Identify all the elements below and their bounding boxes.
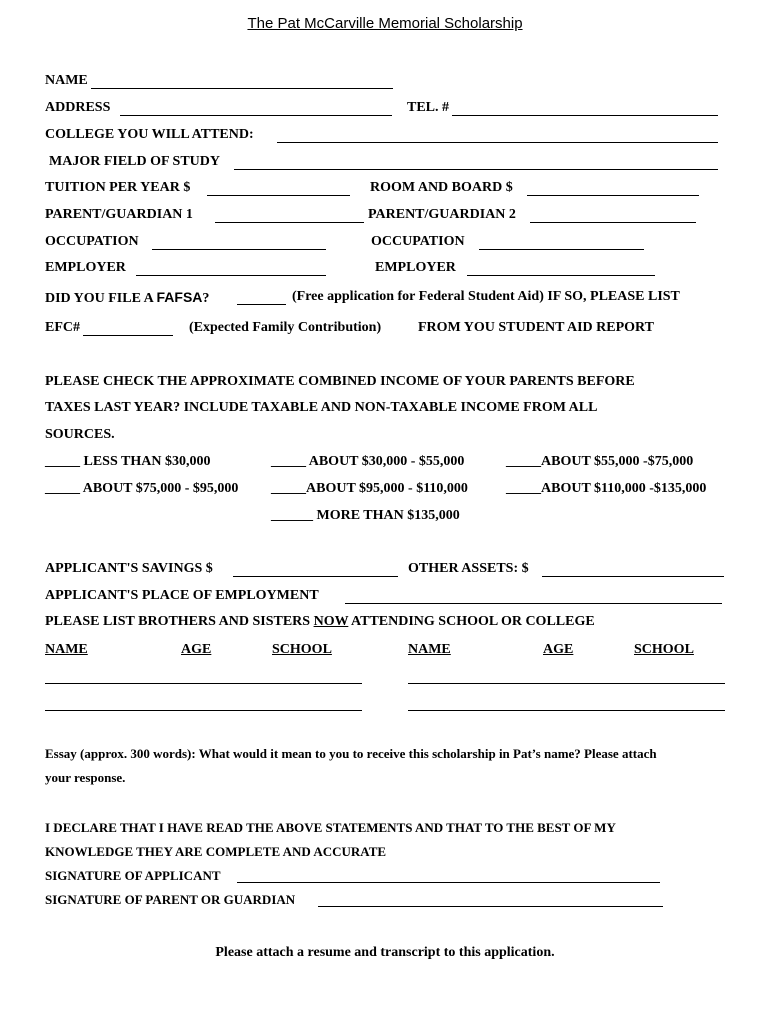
fafsa-qmark: ? xyxy=(202,291,210,306)
sibling-row1-right-line[interactable] xyxy=(408,683,725,684)
other-assets-label: OTHER ASSETS: $ xyxy=(408,561,529,576)
parent1-label: PARENT/GUARDIAN 1 xyxy=(45,207,193,222)
tel-field-line[interactable] xyxy=(452,115,718,116)
sibling-row2-left-line[interactable] xyxy=(45,710,362,711)
employer1-field-line[interactable] xyxy=(136,275,326,276)
sibling-name-header-2: NAME xyxy=(408,642,451,657)
fafsa-answer-line[interactable] xyxy=(237,304,286,305)
applicant-signature-label: SIGNATURE OF APPLICANT xyxy=(45,868,221,883)
income-option-30k-55k[interactable]: _____ ABOUT $30,000 - $55,000 xyxy=(271,454,465,469)
college-label: COLLEGE YOU WILL ATTEND: xyxy=(45,127,254,142)
efc-label: EFC# xyxy=(45,320,80,335)
fafsa-explanation: (Free application for Federal Student Aid) IF SO, PLEASE LIST xyxy=(292,289,680,304)
parent-signature-label: SIGNATURE OF PARENT OR GUARDIAN xyxy=(45,892,296,907)
essay-instruction-line2: your response. xyxy=(45,770,126,785)
income-option-55k-75k[interactable]: _____ABOUT $55,000 -$75,000 xyxy=(506,454,694,469)
form-title: The Pat McCarville Memorial Scholarship xyxy=(247,15,523,32)
sibling-age-header: AGE xyxy=(181,642,212,657)
room-board-label: ROOM AND BOARD $ xyxy=(370,180,513,195)
income-option-75k-95k[interactable]: _____ ABOUT $75,000 - $95,000 xyxy=(45,481,239,496)
savings-label: APPLICANT'S SAVINGS $ xyxy=(45,561,213,576)
tuition-field-line[interactable] xyxy=(207,195,350,196)
sibling-row2-right-line[interactable] xyxy=(408,710,725,711)
siblings-intro-now: NOW xyxy=(313,614,349,629)
income-instruction-line1: PLEASE CHECK THE APPROXIMATE COMBINED INCOME OF YOUR PARENTS BEFORE xyxy=(45,374,635,389)
name-label: NAME xyxy=(45,73,88,88)
other-assets-field-line[interactable] xyxy=(542,576,724,577)
address-field-line[interactable] xyxy=(120,115,392,116)
siblings-instruction xyxy=(45,615,595,629)
income-option-95k-110k[interactable]: _____ABOUT $95,000 - $110,000 xyxy=(271,481,468,496)
savings-field-line[interactable] xyxy=(233,576,398,577)
declaration-line2: KNOWLEDGE THEY ARE COMPLETE AND ACCURATE xyxy=(45,844,387,859)
income-option-less-30k[interactable]: _____ LESS THAN $30,000 xyxy=(45,454,211,469)
income-instruction-line3: SOURCES. xyxy=(45,427,115,442)
employer2-label: EMPLOYER xyxy=(375,260,456,275)
siblings-intro-end: ATTENDING SCHOOL OR COLLEGE xyxy=(348,614,595,629)
occupation1-field-line[interactable] xyxy=(152,249,326,250)
declaration-line1: I DECLARE THAT I HAVE READ THE ABOVE STATEMENTS AND THAT TO THE BEST OF MY xyxy=(45,820,616,835)
major-field-line[interactable] xyxy=(234,169,718,170)
employer1-label: EMPLOYER xyxy=(45,260,126,275)
income-option-110k-135k[interactable]: _____ABOUT $110,000 -$135,000 xyxy=(506,481,707,496)
occupation2-field-line[interactable] xyxy=(479,249,644,250)
sibling-school-header-2: SCHOOL xyxy=(634,642,694,657)
footer-note: Please attach a resume and transcript to this application. xyxy=(215,945,555,960)
major-label: MAJOR FIELD OF STUDY xyxy=(49,154,220,169)
sibling-age-header-2: AGE xyxy=(543,642,574,657)
applicant-signature-line[interactable] xyxy=(237,882,660,883)
room-board-field-line[interactable] xyxy=(527,195,699,196)
tuition-label: TUITION PER YEAR $ xyxy=(45,180,191,195)
sibling-school-header: SCHOOL xyxy=(272,642,332,657)
address-label: ADDRESS xyxy=(45,100,111,115)
parent-signature-line[interactable] xyxy=(318,906,663,907)
parent1-field-line[interactable] xyxy=(215,222,364,223)
efc-explanation: (Expected Family Contribution) xyxy=(189,320,382,335)
name-field-line[interactable] xyxy=(91,88,393,89)
parent2-field-line[interactable] xyxy=(530,222,696,223)
fafsa-acronym: FAFSA xyxy=(156,289,203,305)
fafsa-prefix: DID YOU FILE A xyxy=(45,291,157,306)
sibling-name-header: NAME xyxy=(45,642,88,657)
income-option-more-135k[interactable]: ______ MORE THAN $135,000 xyxy=(271,508,460,523)
tel-label: TEL. # xyxy=(407,100,450,115)
college-field-line[interactable] xyxy=(277,142,718,143)
employment-field-line[interactable] xyxy=(345,603,722,604)
efc-field-line[interactable] xyxy=(83,335,173,336)
essay-instruction-line1: Essay (approx. 300 words): What would it mean to you to receive this scholarship in Pat’s name? Please attach xyxy=(45,746,657,761)
income-instruction-line2: TAXES LAST YEAR? INCLUDE TAXABLE AND NON-TAXABLE INCOME FROM ALL xyxy=(45,400,598,415)
employment-label: APPLICANT'S PLACE OF EMPLOYMENT xyxy=(45,588,319,603)
sibling-row1-left-line[interactable] xyxy=(45,683,362,684)
parent2-label: PARENT/GUARDIAN 2 xyxy=(368,207,516,222)
fafsa-question xyxy=(45,290,209,306)
occupation2-label: OCCUPATION xyxy=(371,234,465,249)
siblings-intro-start: PLEASE LIST BROTHERS AND SISTERS xyxy=(45,614,314,629)
occupation1-label: OCCUPATION xyxy=(45,234,139,249)
student-aid-report-note: FROM YOU STUDENT AID REPORT xyxy=(418,320,654,335)
employer2-field-line[interactable] xyxy=(467,275,655,276)
